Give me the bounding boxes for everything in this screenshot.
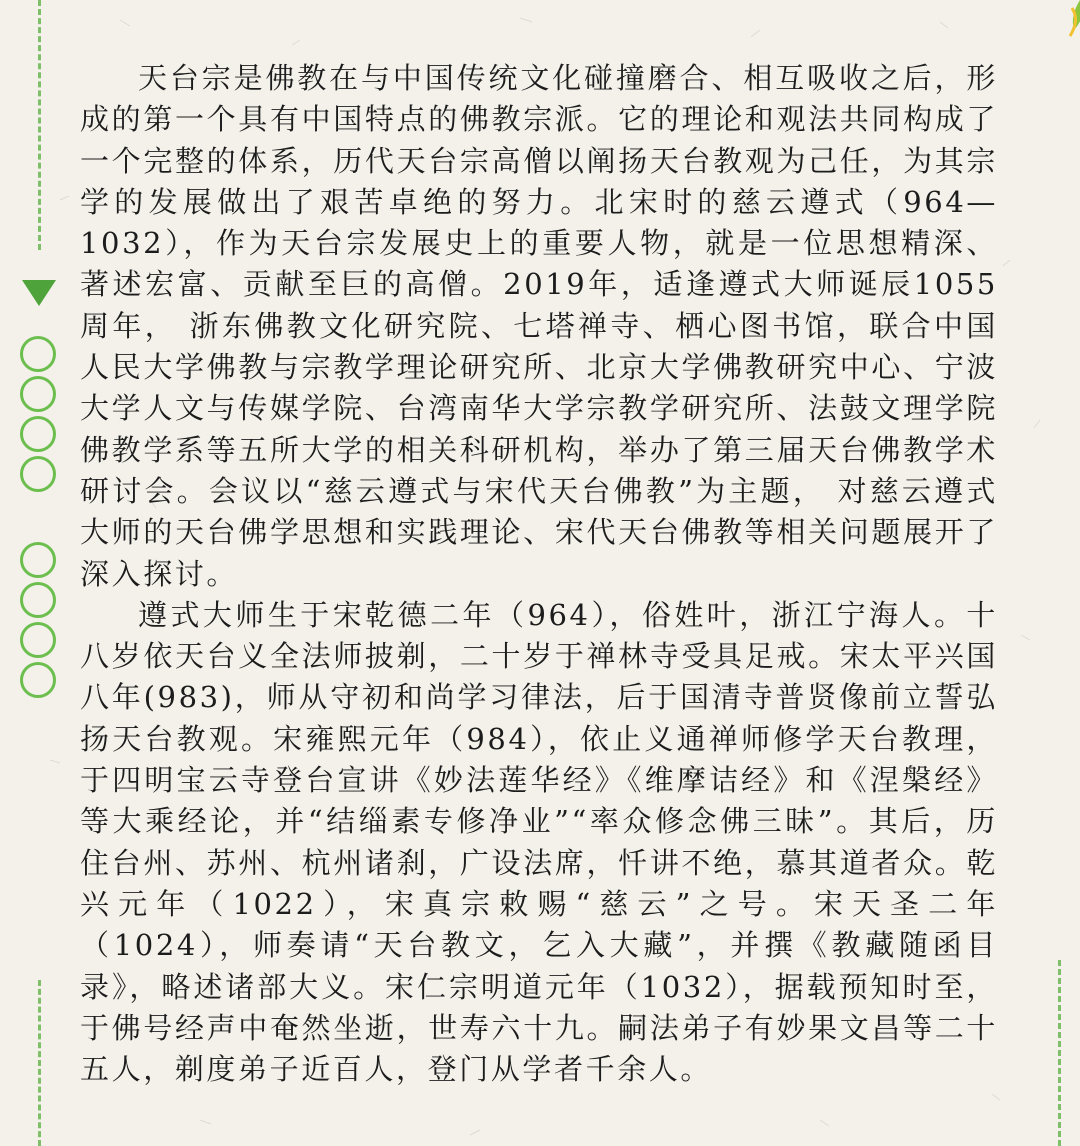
circle-marker bbox=[20, 582, 56, 618]
circle-marker bbox=[20, 662, 56, 698]
article-body bbox=[80, 58, 998, 1090]
triangle-down-marker bbox=[22, 280, 56, 306]
circle-marker bbox=[20, 376, 56, 412]
circle-marker bbox=[20, 456, 56, 492]
circle-marker bbox=[20, 542, 56, 578]
dashed-divider-right bbox=[1058, 960, 1061, 1146]
paragraph-2: 遵式大师生于宋乾德二年（964），俗姓叶，浙江宁海人。十八岁依天台义全法师披剃，二十岁于禅林寺受具足戒。宋太平兴国八年(983)，师从守初和尚学习律法，后于国清寺普贤像前立誓弘扬天台教观。宋雍熙元年（984），依止义通禅师修学天台教理，于四明宝云寺登台宣讲《妙法莲华经》《维摩诘经》和《涅槃经》等大乘经论，并“结缁素专修净业”“率众修念佛三昧”。其后，历住台州、苏州、杭州诸刹，广设法席，忏讲不绝，慕其道者众。乾兴元年（1022），宋真宗敕赐“慈云”之号。宋天圣二年（1024），师奏请“天台教文，乞入大藏”，并撰《教藏随函目录》，略述诸部大义。宋仁宗明道元年（1032），据载预知时至，于佛号经声中奄然坐逝，世寿六十九。嗣法弟子有妙果文昌等二十五人，剃度弟子近百人，登门从学者千余人。 bbox=[80, 597, 998, 1087]
leaf-icon bbox=[1050, 0, 1080, 40]
dashed-divider-top bbox=[38, 0, 41, 250]
dashed-divider-bottom bbox=[38, 980, 41, 1146]
circle-marker bbox=[20, 622, 56, 658]
paragraph-1: 天台宗是佛教在与中国传统文化碰撞磨合、相互吸收之后，形成的第一个具有中国特点的佛教宗派。它的理论和观法共同构成了一个完整的体系，历代天台宗高僧以阐扬天台教观为己任，为其宗学的发展做出了艰苦卓绝的努力。北宋时的慈云遵式（964—1032），作为天台宗发展史上的重要人物，就是一位思想精深、著述宏富、贡献至巨的高僧。2019年，适逢遵式大师诞辰1055周年， 浙东佛教文化研究院、七塔禅寺、栖心图书馆，联合中国人民大学佛教与宗教学理论研究所、北京大学佛教研究中心、宁波大学人文与传媒学院、台湾南华大学宗教学研究所、法鼓文理学院佛教学系等五所大学的相关科研机构，举办了第三届天台佛教学术研讨会。会议以“慈云遵式与宋代天台佛教”为主题， 对慈云遵式大师的天台佛学思想和实践理论、宋代天台佛教等相关问题展开了深入探讨。 bbox=[80, 61, 998, 591]
circle-marker bbox=[20, 416, 56, 452]
circle-marker bbox=[20, 336, 56, 372]
